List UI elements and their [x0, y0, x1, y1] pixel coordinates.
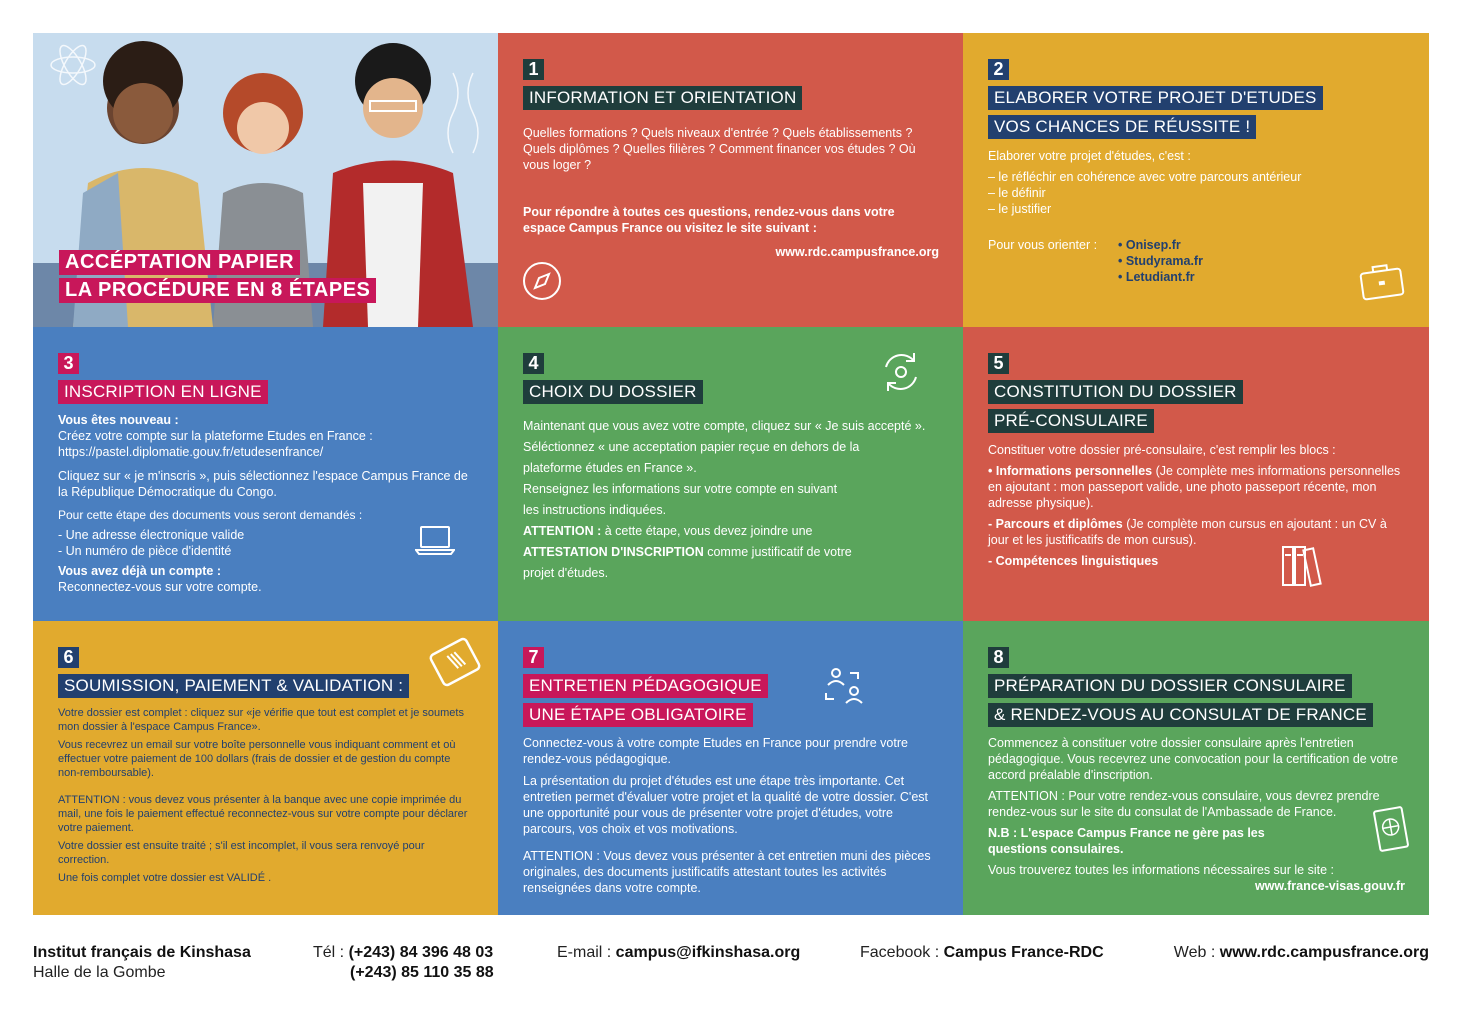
step-body [988, 735, 1405, 894]
doc-1: - Une adresse électronique valide [58, 528, 245, 542]
binders-icon [1281, 545, 1325, 587]
step-title: CHOIX DU DOSSIER [523, 380, 703, 404]
passport-icon [1371, 805, 1411, 857]
paragraph-3: ATTENTION : Vous devez vous présenter à cet entretien muni des pièces originales, des documents justificatifs attestant toutes les activités renseignées dans votre compte. [523, 849, 931, 895]
bullet-3: – le justifier [988, 202, 1052, 216]
attention-label: ATTENTION : [523, 524, 602, 538]
step-intro: Elaborer votre projet d'études, c'est : [988, 149, 1191, 163]
line-8: projet d'études. [523, 566, 609, 580]
step-4-card [498, 327, 963, 621]
org-address: Halle de la Gombe [33, 964, 166, 981]
briefcase-icon [1359, 261, 1405, 301]
footer [33, 943, 1429, 993]
email-link[interactable]: campus@ifkinshasa.org [615, 944, 801, 961]
org-name: Institut français de Kinshasa [33, 944, 251, 961]
link-onisep[interactable]: • Onisep.fr [1118, 238, 1181, 252]
tel-label: Tél : [313, 944, 349, 961]
france-visas-link[interactable]: www.france-visas.gouv.fr [1254, 879, 1405, 893]
step-number: 5 [988, 353, 1009, 374]
doc-2: - Un numéro de pièce d'identité [58, 544, 232, 558]
step-number: 2 [988, 59, 1009, 80]
step-number: 8 [988, 647, 1009, 668]
block-diplomas-label: - Parcours et diplômes [988, 517, 1123, 531]
link-studyrama[interactable]: • Studyrama.fr [1118, 254, 1203, 268]
paragraph-1: Votre dossier est complet : cliquez sur «je vérifie que tout est complet et je soumets mon dossier à l'espace Campus France». [58, 707, 464, 733]
step-title-line2: VOS CHANCES DE RÉUSSITE ! [988, 115, 1256, 139]
new-user-label: Vous êtes nouveau : [58, 413, 179, 427]
link-letudiant[interactable]: • Letudiant.fr [1118, 270, 1195, 284]
paragraph-4: Votre dossier est ensuite traité ; s'il est incomplet, il vous sera renvoyé pour correction. [58, 840, 425, 866]
existing-user-text: Reconnectez-vous sur votre compte. [58, 580, 262, 594]
web-label: Web : [1173, 944, 1220, 961]
bullet-1: – le réfléchir en cohérence avec votre parcours antérieur [988, 170, 1302, 184]
line-5: les instructions indiquées. [523, 503, 667, 517]
step-title-line1: PRÉPARATION DU DOSSIER CONSULAIRE [988, 674, 1352, 698]
step-title-line2: & RENDEZ-VOUS AU CONSULAT DE FRANCE [988, 703, 1373, 727]
footer-web [1174, 943, 1429, 963]
tel-1[interactable]: (+243) 84 396 48 03 [348, 944, 494, 961]
step-title-line1: CONSTITUTION DU DOSSIER [988, 380, 1243, 404]
block-personal-text: (Je complète mes informations personnelles en ajoutant : mon passeport valide, une photo passeport récente, mon adresse physique). [988, 464, 1401, 510]
procedure-banner [59, 250, 376, 306]
line-1: Maintenant que vous avez votre compte, cliquez sur « Je suis accepté ». [523, 419, 926, 433]
footer-phone [313, 943, 494, 983]
step-body [988, 442, 1405, 569]
step-instructions: Pour répondre à toutes ces questions, rendez-vous dans votre espace Campus France ou visitez le site suivant : [523, 205, 895, 235]
block-personal-label: • Informations personnelles [988, 464, 1153, 478]
step-6-card [33, 621, 498, 915]
paragraph-2: La présentation du projet d'études est une étape très importante. Cet entretien permet d'évaluer votre projet et la qualité de votre dossier. C'est une opportunité pour vous de présenter votre projet d'études, votre parcours, vos choix et vos motivations. [523, 774, 928, 836]
step-body [523, 416, 939, 584]
step-body [523, 735, 939, 896]
paragraph-5: Une fois complet votre dossier est VALIDÉ . [58, 872, 272, 884]
laptop-icon [415, 525, 455, 555]
block-languages-label: - Compétences linguistiques [988, 554, 1159, 568]
banner-line2: LA PROCÉDURE EN 8 ÉTAPES [59, 278, 376, 303]
step-number: 1 [523, 59, 544, 80]
step-title-line2: UNE ÉTAPE OBLIGATOIRE [523, 703, 753, 727]
step-2-card [963, 33, 1429, 327]
step-number: 7 [523, 647, 544, 668]
line-2: Séléctionnez « une acceptation papier reçue en dehors de la [523, 440, 860, 454]
attestation-label: ATTESTATION D'INSCRIPTION [523, 545, 704, 559]
line-6: à cette étape, vous devez joindre une [601, 524, 813, 538]
steps-grid [33, 33, 1429, 915]
step-body [58, 412, 474, 595]
bullet-2: – le définir [988, 186, 1046, 200]
step-title-line1: ENTRETIEN PÉDAGOGIQUE [523, 674, 768, 698]
step-title: SOUMISSION, PAIEMENT & VALIDATION : [58, 674, 409, 698]
nb-note: N.B : L'espace Campus France ne gère pas les questions consulaires. [988, 826, 1265, 856]
step-title: INFORMATION ET ORIENTATION [523, 86, 802, 110]
step-title: INSCRIPTION EN LIGNE [58, 380, 268, 404]
step-body [58, 706, 474, 885]
step-body [523, 125, 939, 260]
footer-address [33, 943, 251, 983]
etudesenfrance-link[interactable]: https://pastel.diplomatie.gouv.fr/etudesenfrance/ [58, 445, 324, 459]
ticket-icon [425, 635, 485, 691]
step-1-card [498, 33, 963, 327]
paragraph-1: Commencez à constituer votre dossier consulaire après l'entretien pédagogique. Vous recevrez une convocation pour la certification de votre accord préalable d'inscription. [988, 736, 1398, 782]
compass-icon [522, 261, 562, 301]
hero-photo [33, 33, 498, 327]
documents-label: Pour cette étape des documents vous seront demandés : [58, 508, 363, 522]
refresh-icon [878, 349, 924, 395]
tel-2[interactable]: (+243) 85 110 35 88 [350, 964, 494, 981]
step-title-line2: PRÉ-CONSULAIRE [988, 409, 1154, 433]
people-exchange-icon [824, 667, 866, 707]
orient-label: Pour vous orienter : [988, 238, 1098, 252]
line-7: comme justificatif de votre [703, 545, 852, 559]
step-number: 6 [58, 647, 79, 668]
paragraph-4: Vous trouverez toutes les informations nécessaires sur le site : [988, 863, 1334, 877]
step-title-line1: ELABORER VOTRE PROJET D'ETUDES [988, 86, 1323, 110]
step-3-card [33, 327, 498, 621]
banner-line1: ACCÉPTATION PAPIER [59, 250, 300, 275]
block-diplomas-text: (Je complète mon cursus en ajoutant : un CV à jour et les justificatifs de mon cursus). [988, 517, 1387, 547]
step-7-card [498, 621, 963, 915]
step-number: 4 [523, 353, 544, 374]
paragraph-3: ATTENTION : vous devez vous présenter à la banque avec une copie imprimée du mail, une fois le paiement effectué reconnectez-vous sur votre compte pour déclarer votre paiement. [58, 794, 468, 834]
facebook-link[interactable]: Campus France-RDC [943, 944, 1104, 961]
paragraph-2: ATTENTION : Pour votre rendez-vous consulaire, vous devrez prendre rendez-vous sur le site du consulat de l'Ambassade de France. [988, 789, 1380, 819]
step-8-card [963, 621, 1429, 915]
step-intro: Constituer votre dossier pré-consulaire, c'est remplir les blocs : [988, 443, 1336, 457]
footer-email [557, 943, 800, 963]
line-3: plateforme études en France ». [523, 461, 697, 475]
step-number: 3 [58, 353, 79, 374]
orientation-links [988, 237, 1405, 285]
paragraph-2: Vous recevrez un email sur votre boîte personnelle vous indiquant comment et où effectuer votre paiement de 100 dollars (frais de dossier et de gestion du compte non-remboursable). [58, 739, 456, 779]
footer-facebook [860, 943, 1104, 963]
step-question: Quelles formations ? Quels niveaux d'entrée ? Quels établissements ? Quels diplômes ? Quelles filières ? Comment financer vos études ? Où vous loger ? [523, 126, 916, 172]
facebook-label: Facebook : [860, 944, 944, 961]
campusfrance-link[interactable]: www.rdc.campusfrance.org [775, 245, 939, 259]
step-5-card [963, 327, 1429, 621]
web-link[interactable]: www.rdc.campusfrance.org [1219, 944, 1429, 961]
step-body [988, 148, 1405, 285]
email-label: E-mail : [557, 944, 616, 961]
inscription-text: Cliquez sur « je m'inscris », puis sélectionnez l'espace Campus France de la République Démocratique du Congo. [58, 469, 468, 499]
new-user-text: Créez votre compte sur la plateforme Etudes en France : [58, 429, 373, 443]
line-4: Renseignez les informations sur votre compte en suivant [523, 482, 838, 496]
existing-user-label: Vous avez déjà un compte : [58, 564, 222, 578]
paragraph-1: Connectez-vous à votre compte Etudes en France pour prendre votre rendez-vous pédagogique. [523, 736, 908, 766]
